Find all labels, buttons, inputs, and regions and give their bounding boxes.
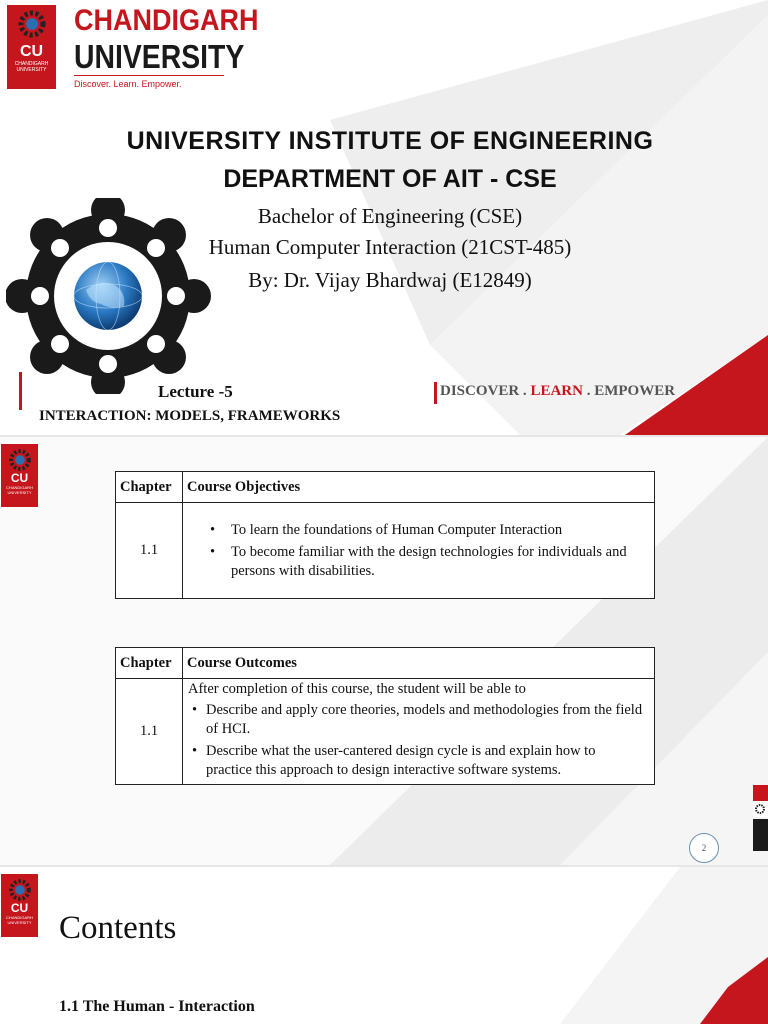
author-line: By: Dr. Vijay Bhardwaj (E12849) <box>248 268 532 292</box>
lecture-topic: INTERACTION: MODELS, FRAMEWORKS <box>39 408 341 424</box>
contents-slide <box>0 867 768 1024</box>
course-objectives-table <box>115 471 655 599</box>
motto-learn: LEARN <box>530 383 583 399</box>
lecture-number: Lecture -5 <box>158 382 233 401</box>
contents-title: Contents <box>59 910 177 946</box>
university-logo <box>1 874 38 937</box>
motto-accent-bar <box>434 382 437 404</box>
chapter-number: 1.1 <box>116 679 183 785</box>
gear-logo-icon <box>17 9 47 39</box>
department-heading: DEPARTMENT OF AIT - CSE <box>223 165 557 193</box>
logo-mark: CU <box>10 471 29 485</box>
title-slide <box>0 0 768 435</box>
brand-tagline: Discover. Learn. Empower. <box>74 79 182 89</box>
table-row <box>116 679 655 785</box>
list-item: • Describe and apply core theories, models and methodologies from the field of HCI. <box>184 701 643 739</box>
brand-name-line2: UNIVERSITY <box>74 38 245 75</box>
header-chapter: Chapter <box>116 472 183 503</box>
logo-mark: CU <box>19 43 44 60</box>
motto <box>440 383 675 400</box>
header-objectives: Course Objectives <box>183 472 655 503</box>
table-row <box>116 503 655 599</box>
objectives-slide <box>0 437 768 865</box>
logo-small-text: CHANDIGARH UNIVERSITY <box>6 915 33 925</box>
objectives-cell <box>183 503 655 599</box>
motto-discover: DISCOVER . <box>440 383 531 399</box>
brand-divider <box>74 75 224 76</box>
gear-logo-icon <box>8 878 32 902</box>
university-logo <box>7 5 56 89</box>
header-outcomes: Course Outcomes <box>183 648 655 679</box>
right-edge-logo-strip <box>753 785 768 851</box>
outcomes-cell <box>183 679 655 785</box>
list-item: • To learn the foundations of Human Computer Interaction <box>184 521 643 540</box>
course-outcomes-table <box>115 647 655 785</box>
institute-heading: UNIVERSITY INSTITUTE OF ENGINEERING <box>126 127 654 155</box>
list-item: • To become familiar with the design technologies for individuals and persons with disabilities. <box>184 543 643 581</box>
outcomes-intro: After completion of this course, the student will be able to <box>188 681 526 697</box>
gear-logo-icon <box>8 448 32 472</box>
logo-small-text: CHANDIGARH UNIVERSITY <box>6 485 33 495</box>
university-logo <box>1 444 38 507</box>
contents-first-item: 1.1 The Human - Interaction <box>59 998 255 1015</box>
brand-name-line1: CHANDIGARH <box>74 4 259 37</box>
list-item: • Describe what the user-cantered design cycle is and explain how to practice this approach to design interactive software systems. <box>184 742 643 780</box>
logo-mark: CU <box>10 901 29 915</box>
course-line: Human Computer Interaction (21CST-485) <box>208 235 572 259</box>
chapter-number: 1.1 <box>116 503 183 599</box>
logo-small-text: CHANDIGARH UNIVERSITY <box>14 61 49 73</box>
accent-bar <box>19 372 22 410</box>
table-header-row <box>116 648 655 679</box>
degree-line: Bachelor of Engineering (CSE) <box>257 204 523 228</box>
table-header-row <box>116 472 655 503</box>
header-chapter: Chapter <box>116 648 183 679</box>
motto-empower: . EMPOWER <box>582 383 676 399</box>
page-number: 2 <box>689 833 719 863</box>
